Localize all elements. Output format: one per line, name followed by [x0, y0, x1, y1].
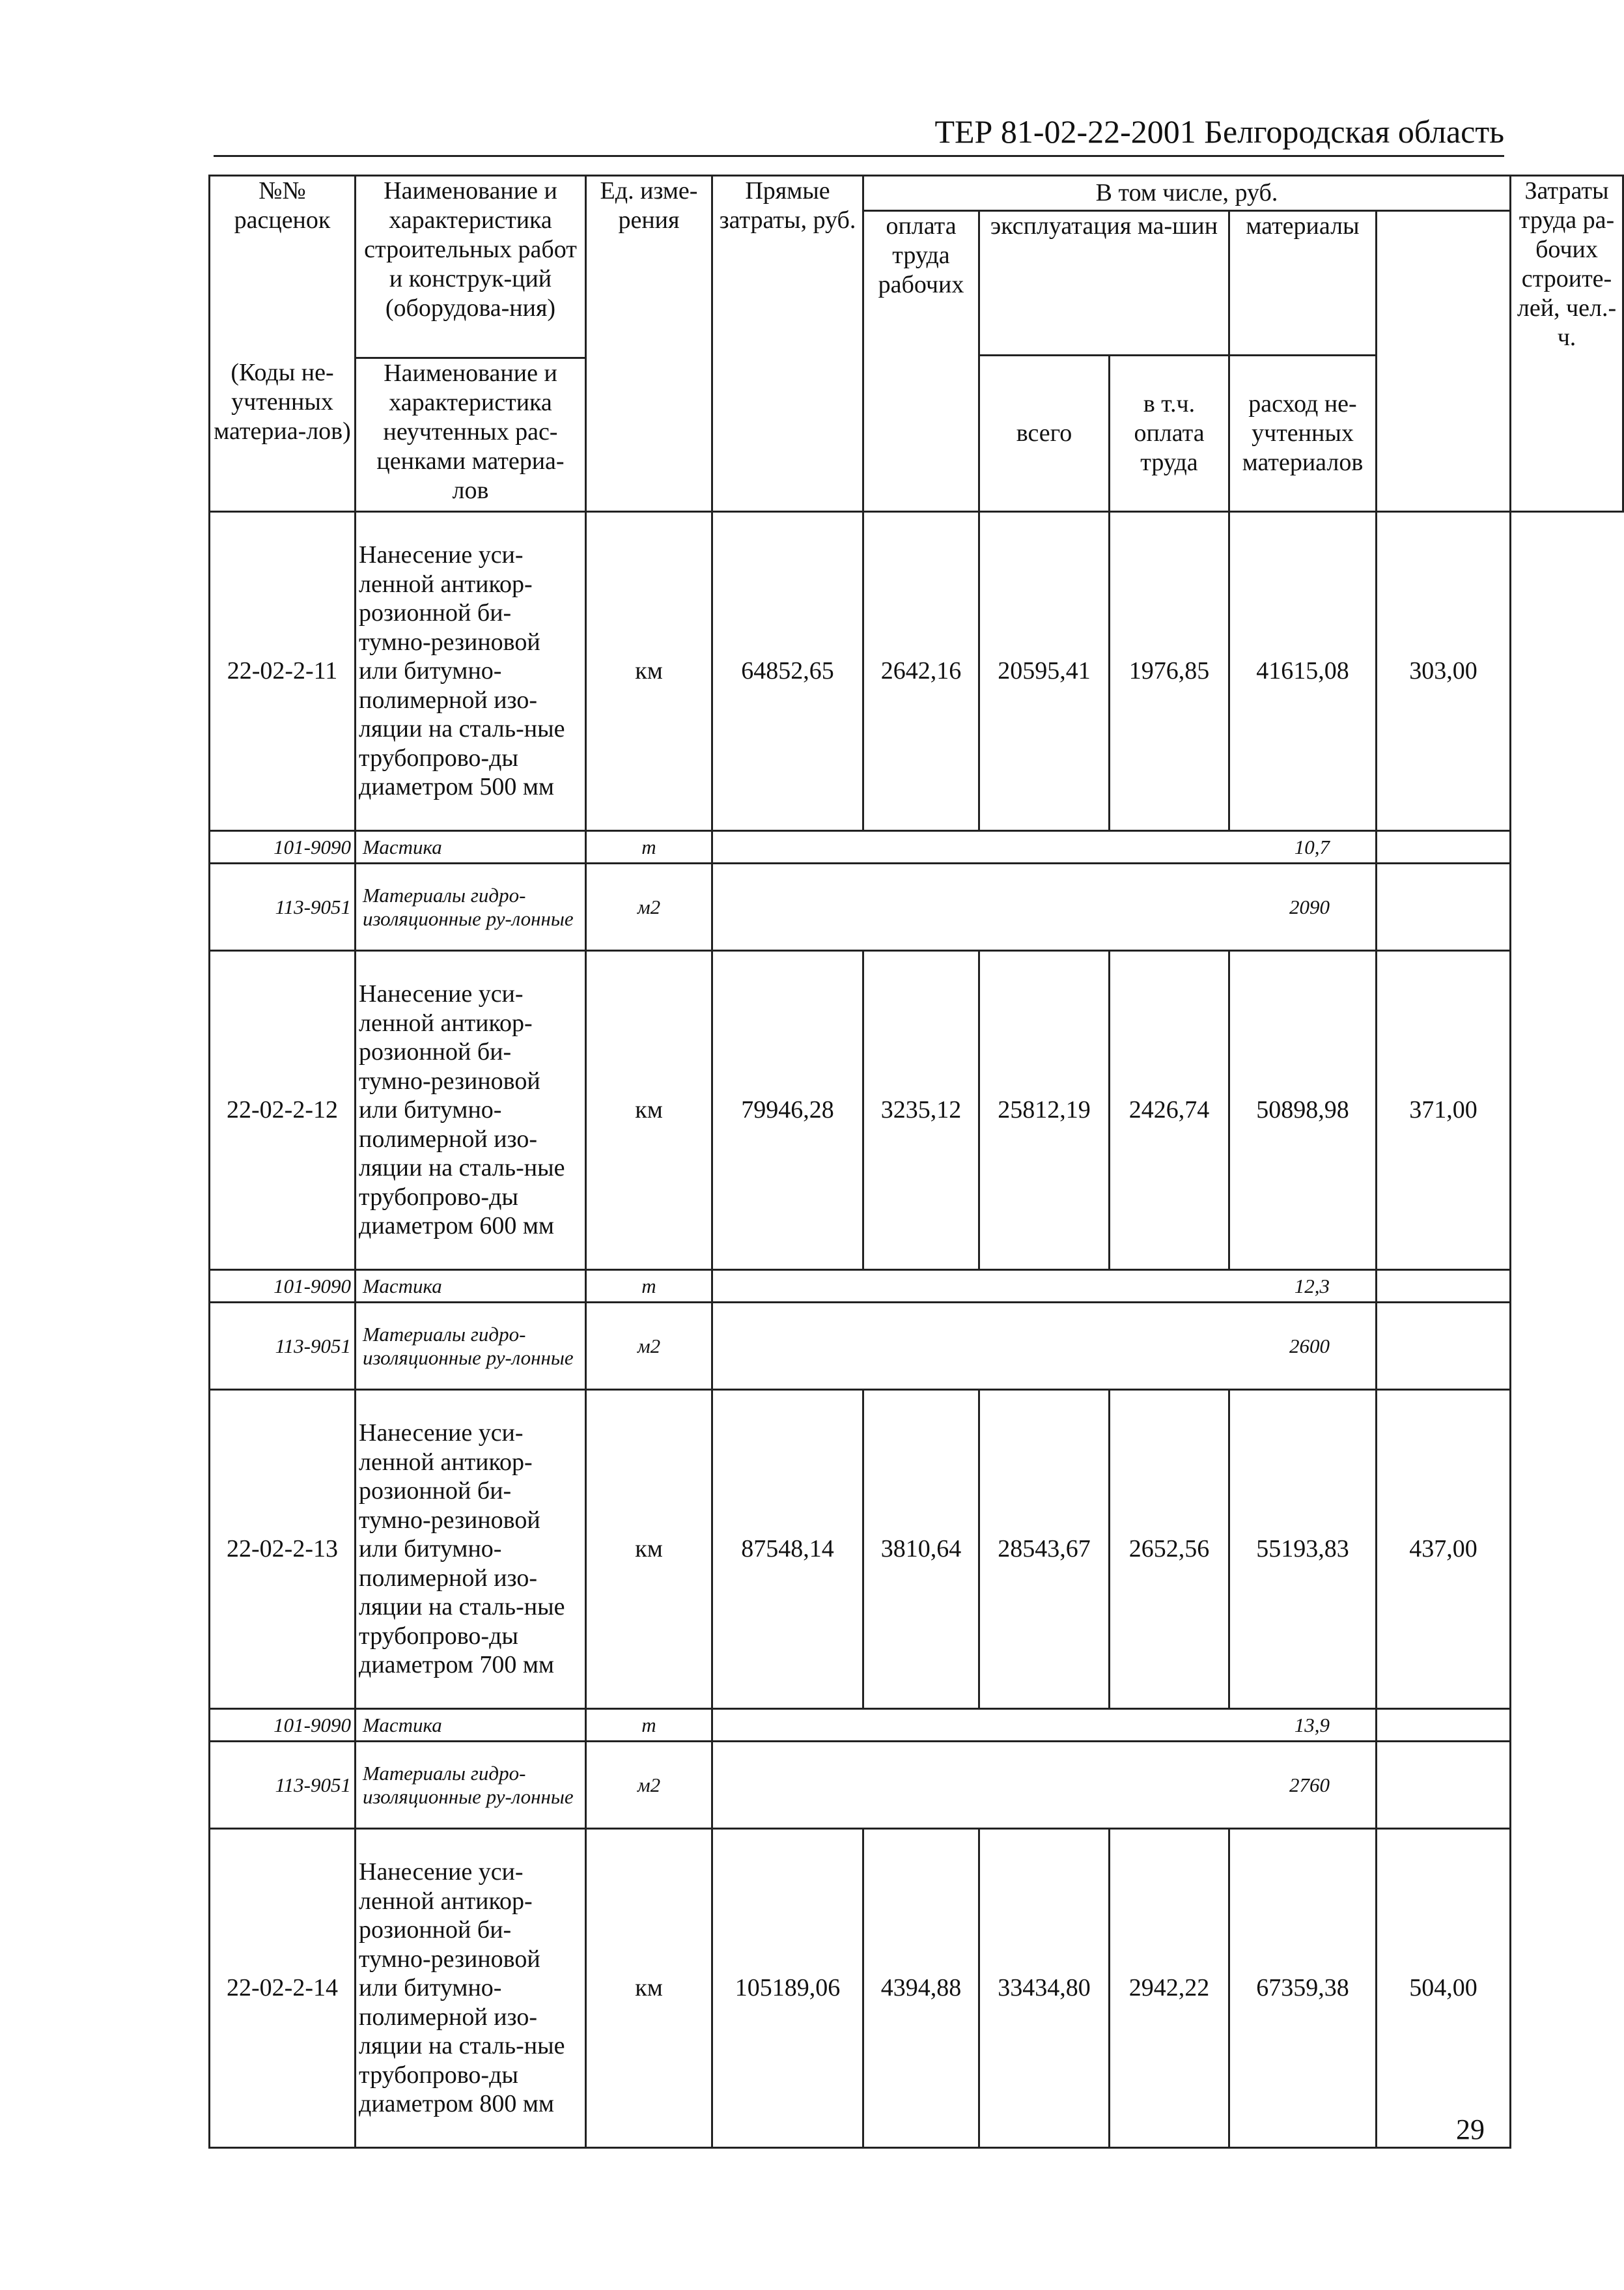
- empty-cell: [712, 831, 863, 864]
- page-number: 29: [1456, 2113, 1485, 2145]
- header-materials: материалы: [1229, 211, 1377, 356]
- cell-name: Материалы гидро-изоляционные ру-лонные: [356, 1742, 586, 1829]
- header-labor: Затраты труда ра-бочих строите-лей, чел.-ч.: [1511, 176, 1623, 512]
- empty-cell: [979, 1709, 1110, 1742]
- cell-unit: км: [586, 512, 712, 831]
- cell-labor: 437,00: [1377, 1390, 1511, 1709]
- cell-unit: км: [586, 1390, 712, 1709]
- cell-machines-wages: 2652,56: [1110, 1390, 1229, 1709]
- cell-code: 22-02-2-12: [210, 951, 356, 1270]
- cell-materials: 55193,83: [1229, 1390, 1377, 1709]
- cell-code: 101-9090: [210, 1270, 356, 1303]
- empty-cell: [863, 1303, 979, 1390]
- cell-unit: км: [586, 1829, 712, 2148]
- empty-cell: [979, 1303, 1110, 1390]
- cell-name: Мастика: [356, 1270, 586, 1303]
- cell-machines-total: 25812,19: [979, 951, 1110, 1270]
- cell-unit: м2: [586, 1303, 712, 1390]
- material-row: [210, 1303, 1623, 1390]
- material-row: [210, 1742, 1623, 1829]
- empty-cell: [712, 864, 863, 951]
- empty-cell: [863, 1742, 979, 1829]
- cell-unit: т: [586, 831, 712, 864]
- cell-machines-total: 28543,67: [979, 1390, 1110, 1709]
- empty-cell: [1110, 864, 1229, 951]
- cell-unit: м2: [586, 864, 712, 951]
- cell-wages: 3810,64: [863, 1390, 979, 1709]
- cell-name: Материалы гидро-изоляционные ру-лонные: [356, 1303, 586, 1390]
- header-including: В том числе, руб.: [863, 176, 1511, 211]
- cell-machines-total: 20595,41: [979, 512, 1110, 831]
- cell-qty: 13,9: [1229, 1709, 1377, 1742]
- cell-unit: км: [586, 951, 712, 1270]
- empty-cell: [1377, 1742, 1511, 1829]
- header-materials-unaccounted: расход не-учтенных материалов: [1229, 356, 1377, 512]
- empty-cell: [1377, 1270, 1511, 1303]
- empty-cell: [1110, 1270, 1229, 1303]
- cell-machines-total: 33434,80: [979, 1829, 1110, 2148]
- cell-materials: 50898,98: [1229, 951, 1377, 1270]
- empty-cell: [712, 1742, 863, 1829]
- empty-cell: [1110, 1303, 1229, 1390]
- empty-cell: [979, 831, 1110, 864]
- cell-name: Материалы гидро-изоляционные ру-лонные: [356, 864, 586, 951]
- cell-code: 22-02-2-11: [210, 512, 356, 831]
- cell-name: Нанесение уси-ленной антикор-розионной би-тумно-резиновой или битумно-полимерной изо-ляции на сталь-ные трубопрово-ды диаметром 600 мм: [356, 951, 586, 1270]
- cell-wages: 4394,88: [863, 1829, 979, 2148]
- cell-machines-wages: 1976,85: [1110, 512, 1229, 831]
- cell-materials: 67359,38: [1229, 1829, 1377, 2148]
- header-name: Наименование и характеристика строительных работ и конструк-ций (оборудова-ния): [356, 176, 586, 358]
- cell-direct: 105189,06: [712, 1829, 863, 2148]
- empty-cell: [979, 1270, 1110, 1303]
- cell-materials: 41615,08: [1229, 512, 1377, 831]
- rate-row: [210, 951, 1623, 1270]
- cell-labor: 303,00: [1377, 512, 1511, 831]
- empty-cell: [1377, 1709, 1511, 1742]
- empty-cell: [863, 831, 979, 864]
- cell-direct: 64852,65: [712, 512, 863, 831]
- rate-row: [210, 1390, 1623, 1709]
- empty-cell: [1110, 1742, 1229, 1829]
- empty-cell: [1110, 1709, 1229, 1742]
- cell-name: Нанесение уси-ленной антикор-розионной би-тумно-резиновой или битумно-полимерной изо-ляции на сталь-ные трубопрово-ды диаметром 700 мм: [356, 1390, 586, 1709]
- cell-direct: 79946,28: [712, 951, 863, 1270]
- cell-wages: 2642,16: [863, 512, 979, 831]
- empty-cell: [1377, 1303, 1511, 1390]
- header-direct-costs: Прямые затраты, руб.: [712, 176, 863, 512]
- header-material-name: Наименование и характеристика неучтенных рас-ценками материа-лов: [356, 358, 586, 512]
- empty-cell: [1377, 864, 1511, 951]
- cell-code: 113-9051: [210, 1303, 356, 1390]
- empty-cell: [1110, 831, 1229, 864]
- header-material-code: (Коды не-учтенных материа-лов): [210, 358, 356, 512]
- empty-cell: [1377, 831, 1511, 864]
- cell-unit: т: [586, 1270, 712, 1303]
- header-machines-total: всего: [979, 356, 1110, 512]
- material-row: [210, 831, 1623, 864]
- empty-cell: [979, 1742, 1110, 1829]
- header-rule: [214, 155, 1504, 157]
- empty-cell: [712, 1303, 863, 1390]
- cell-code: 101-9090: [210, 1709, 356, 1742]
- empty-cell: [712, 1709, 863, 1742]
- rates-table: [208, 175, 1624, 2149]
- cell-qty: 2090: [1229, 864, 1377, 951]
- cell-unit: м2: [586, 1742, 712, 1829]
- rate-row: [210, 512, 1623, 831]
- cell-name: Нанесение уси-ленной антикор-розионной би-тумно-резиновой или битумно-полимерной изо-ляции на сталь-ные трубопрово-ды диаметром 800 мм: [356, 1829, 586, 2148]
- cell-unit: т: [586, 1709, 712, 1742]
- material-row: [210, 1270, 1623, 1303]
- cell-machines-wages: 2942,22: [1110, 1829, 1229, 2148]
- cell-name: Мастика: [356, 831, 586, 864]
- cell-code: 22-02-2-13: [210, 1390, 356, 1709]
- cell-code: 113-9051: [210, 1742, 356, 1829]
- cell-code: 113-9051: [210, 864, 356, 951]
- empty-cell: [712, 1270, 863, 1303]
- empty-cell: [979, 864, 1110, 951]
- cell-wages: 3235,12: [863, 951, 979, 1270]
- header-machines: эксплуатация ма-шин: [979, 211, 1229, 356]
- cell-qty: 2600: [1229, 1303, 1377, 1390]
- header-code: №№ расценок: [210, 176, 356, 358]
- empty-cell: [863, 1270, 979, 1303]
- cell-qty: 10,7: [1229, 831, 1377, 864]
- material-row: [210, 864, 1623, 951]
- cell-code: 22-02-2-14: [210, 1829, 356, 2148]
- cell-direct: 87548,14: [712, 1390, 863, 1709]
- cell-qty: 2760: [1229, 1742, 1377, 1829]
- header-machines-wages: в т.ч. оплата труда: [1110, 356, 1229, 512]
- cell-code: 101-9090: [210, 831, 356, 864]
- material-row: [210, 1709, 1623, 1742]
- cell-qty: 12,3: [1229, 1270, 1377, 1303]
- cell-name: Мастика: [356, 1709, 586, 1742]
- cell-machines-wages: 2426,74: [1110, 951, 1229, 1270]
- cell-name: Нанесение уси-ленной антикор-розионной би-тумно-резиновой или битумно-полимерной изо-ляции на сталь-ные трубопрово-ды диаметром 500 мм: [356, 512, 586, 831]
- empty-cell: [863, 864, 979, 951]
- rate-row: [210, 1829, 1623, 2148]
- cell-labor: 504,00: [1377, 1829, 1511, 2148]
- cell-labor: 371,00: [1377, 951, 1511, 1270]
- document-header: ТЕР 81-02-22-2001 Белгородская область: [934, 113, 1504, 150]
- empty-cell: [863, 1709, 979, 1742]
- header-wages: оплата труда рабочих: [863, 211, 979, 512]
- header-unit: Ед. изме-рения: [586, 176, 712, 512]
